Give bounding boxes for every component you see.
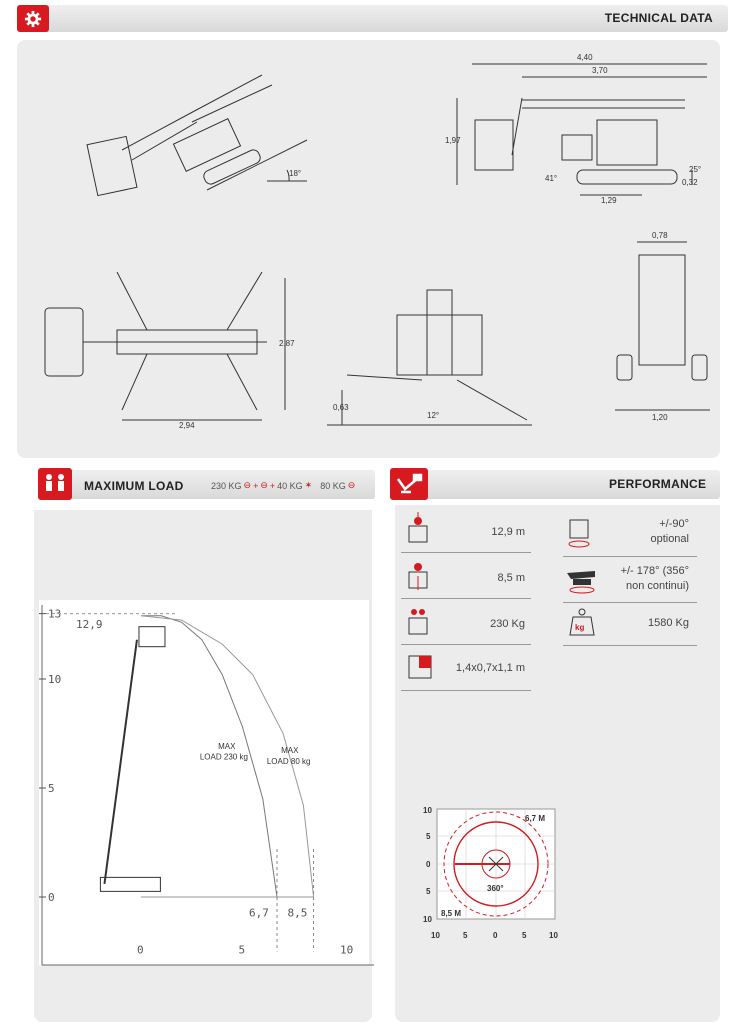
- outreach-y-tick: 10: [423, 806, 432, 815]
- front-angle-label: 12°: [427, 411, 440, 420]
- track-width-label: 1,29: [601, 196, 617, 205]
- weight-badge: kg: [575, 623, 585, 632]
- turret-rotation-value: +/- 178° (356°: [620, 565, 689, 577]
- load-b-label: 40 KG: [277, 480, 303, 491]
- outreach-diagram: [415, 795, 575, 945]
- performance-title: PERFORMANCE: [609, 477, 707, 491]
- perf-row-platform-height: [401, 556, 531, 598]
- technical-drawings: [17, 40, 720, 458]
- slope-angle-label: 18°: [289, 169, 302, 178]
- zone-80-line1: MAX: [281, 746, 299, 756]
- rotation-label: 360°: [487, 884, 504, 893]
- basket-size-icon: [406, 650, 436, 686]
- weight-value: 1580 Kg: [648, 617, 689, 629]
- load-chart: [34, 510, 374, 1022]
- ground-angle-label: 41°: [545, 174, 558, 183]
- length-total-label: 4,40: [577, 53, 593, 62]
- outreach-x-tick: 10: [431, 931, 440, 940]
- x-tick-label: 5: [238, 943, 246, 957]
- chart-area: [39, 600, 369, 965]
- performance-icon-box: [390, 468, 428, 500]
- perf-row-basket-size: [401, 648, 531, 690]
- basket-rotation-value2: optional: [650, 533, 689, 545]
- max-load-legend: 230 KG ⊖ + ⊖ + 40 KG ✶ 80 KG ⊖: [211, 480, 356, 491]
- rear-top-width-label: 0,78: [652, 231, 668, 240]
- person-circle-icon: ⊖: [243, 480, 252, 490]
- slope-angle-2-label: 25°: [689, 165, 702, 174]
- basket-size-value: 1,4x0,7x1,1 m: [455, 662, 525, 674]
- perf-row-turret-rotation: [563, 559, 697, 601]
- outreach-y-tick: 10: [423, 915, 432, 924]
- x-tick-label: 0: [137, 943, 144, 957]
- turret-rotation-icon: [565, 563, 599, 595]
- side-view-drawing: [457, 64, 707, 195]
- platform-height-icon: [406, 558, 432, 594]
- outreach-x-tick: 10: [549, 931, 558, 940]
- reach-80-label: 8,5: [287, 906, 308, 920]
- working-height-icon: [406, 512, 432, 548]
- lift-icon: [395, 473, 423, 495]
- perf-row-basket-rotation: [563, 512, 697, 554]
- turret-rotation-value2: non continui): [626, 580, 689, 592]
- capacity-value: 230 Kg: [490, 618, 525, 630]
- y-tick-label: 5: [48, 782, 55, 795]
- plan-view-drawing: [45, 272, 285, 420]
- load-a-label: 230 KG: [211, 480, 242, 491]
- y-tick-label: 13: [48, 607, 62, 621]
- slope-drawing: [87, 75, 307, 196]
- zone-230-line1: MAX: [218, 741, 236, 751]
- working-height-value: 12,9 m: [491, 526, 525, 538]
- reach-230-label: 6,7: [249, 906, 269, 920]
- header-icon-box: [17, 5, 49, 32]
- outreach-y-tick: 0: [426, 860, 431, 869]
- outreach-y-tick: 5: [426, 887, 431, 896]
- plan-length-label: 2,87: [279, 339, 295, 348]
- side-height-label: 1,97: [445, 136, 461, 145]
- outer-reach-label: 6,7 M: [525, 814, 546, 823]
- capacity-icon: [406, 604, 432, 640]
- zone-230-line2: LOAD 230 kg: [199, 752, 248, 762]
- rear-view-drawing: [615, 242, 710, 410]
- weight-icon: [568, 607, 596, 637]
- perf-row-working-height: [401, 510, 531, 552]
- max-load-icon-box: [38, 468, 72, 500]
- clearance-label: 0,32: [682, 178, 698, 187]
- x-tick-label: 10: [340, 943, 354, 957]
- load-c-label: 80 KG: [320, 480, 346, 491]
- length-base-label: 3,70: [592, 66, 608, 75]
- gear-icon: [24, 10, 42, 28]
- max-height-label: 12,9: [76, 617, 103, 631]
- platform-height-value: 8,5 m: [497, 572, 525, 584]
- outreach-x-tick: 5: [463, 931, 468, 940]
- outreach-x-tick: 0: [493, 931, 498, 940]
- max-load-title: MAXIMUM LOAD: [84, 479, 184, 493]
- plan-width-label: 2,94: [179, 421, 195, 430]
- basket-rotation-icon: [565, 514, 593, 550]
- perf-row-capacity: [401, 602, 531, 644]
- outreach-x-tick: 5: [522, 931, 527, 940]
- front-view-drawing: [327, 290, 532, 425]
- y-tick-label: 0: [48, 891, 55, 904]
- people-icon: [42, 473, 68, 495]
- person-circle-icon: ⊖: [260, 480, 268, 490]
- zone-80-line2: LOAD 80 kg: [266, 757, 311, 767]
- inner-reach-label: 8,5 M: [441, 909, 462, 918]
- front-height-label: 0,63: [333, 403, 349, 412]
- person-circle-icon: ⊖: [347, 480, 356, 490]
- outreach-y-tick: 5: [426, 832, 431, 841]
- basket-rotation-value: +/-90°: [659, 518, 689, 530]
- tools-icon: ✶: [304, 480, 313, 490]
- rear-bottom-width-label: 1,20: [652, 413, 668, 422]
- y-tick-label: 10: [48, 673, 62, 686]
- page-title: TECHNICAL DATA: [604, 11, 713, 25]
- perf-row-weight: [563, 605, 697, 645]
